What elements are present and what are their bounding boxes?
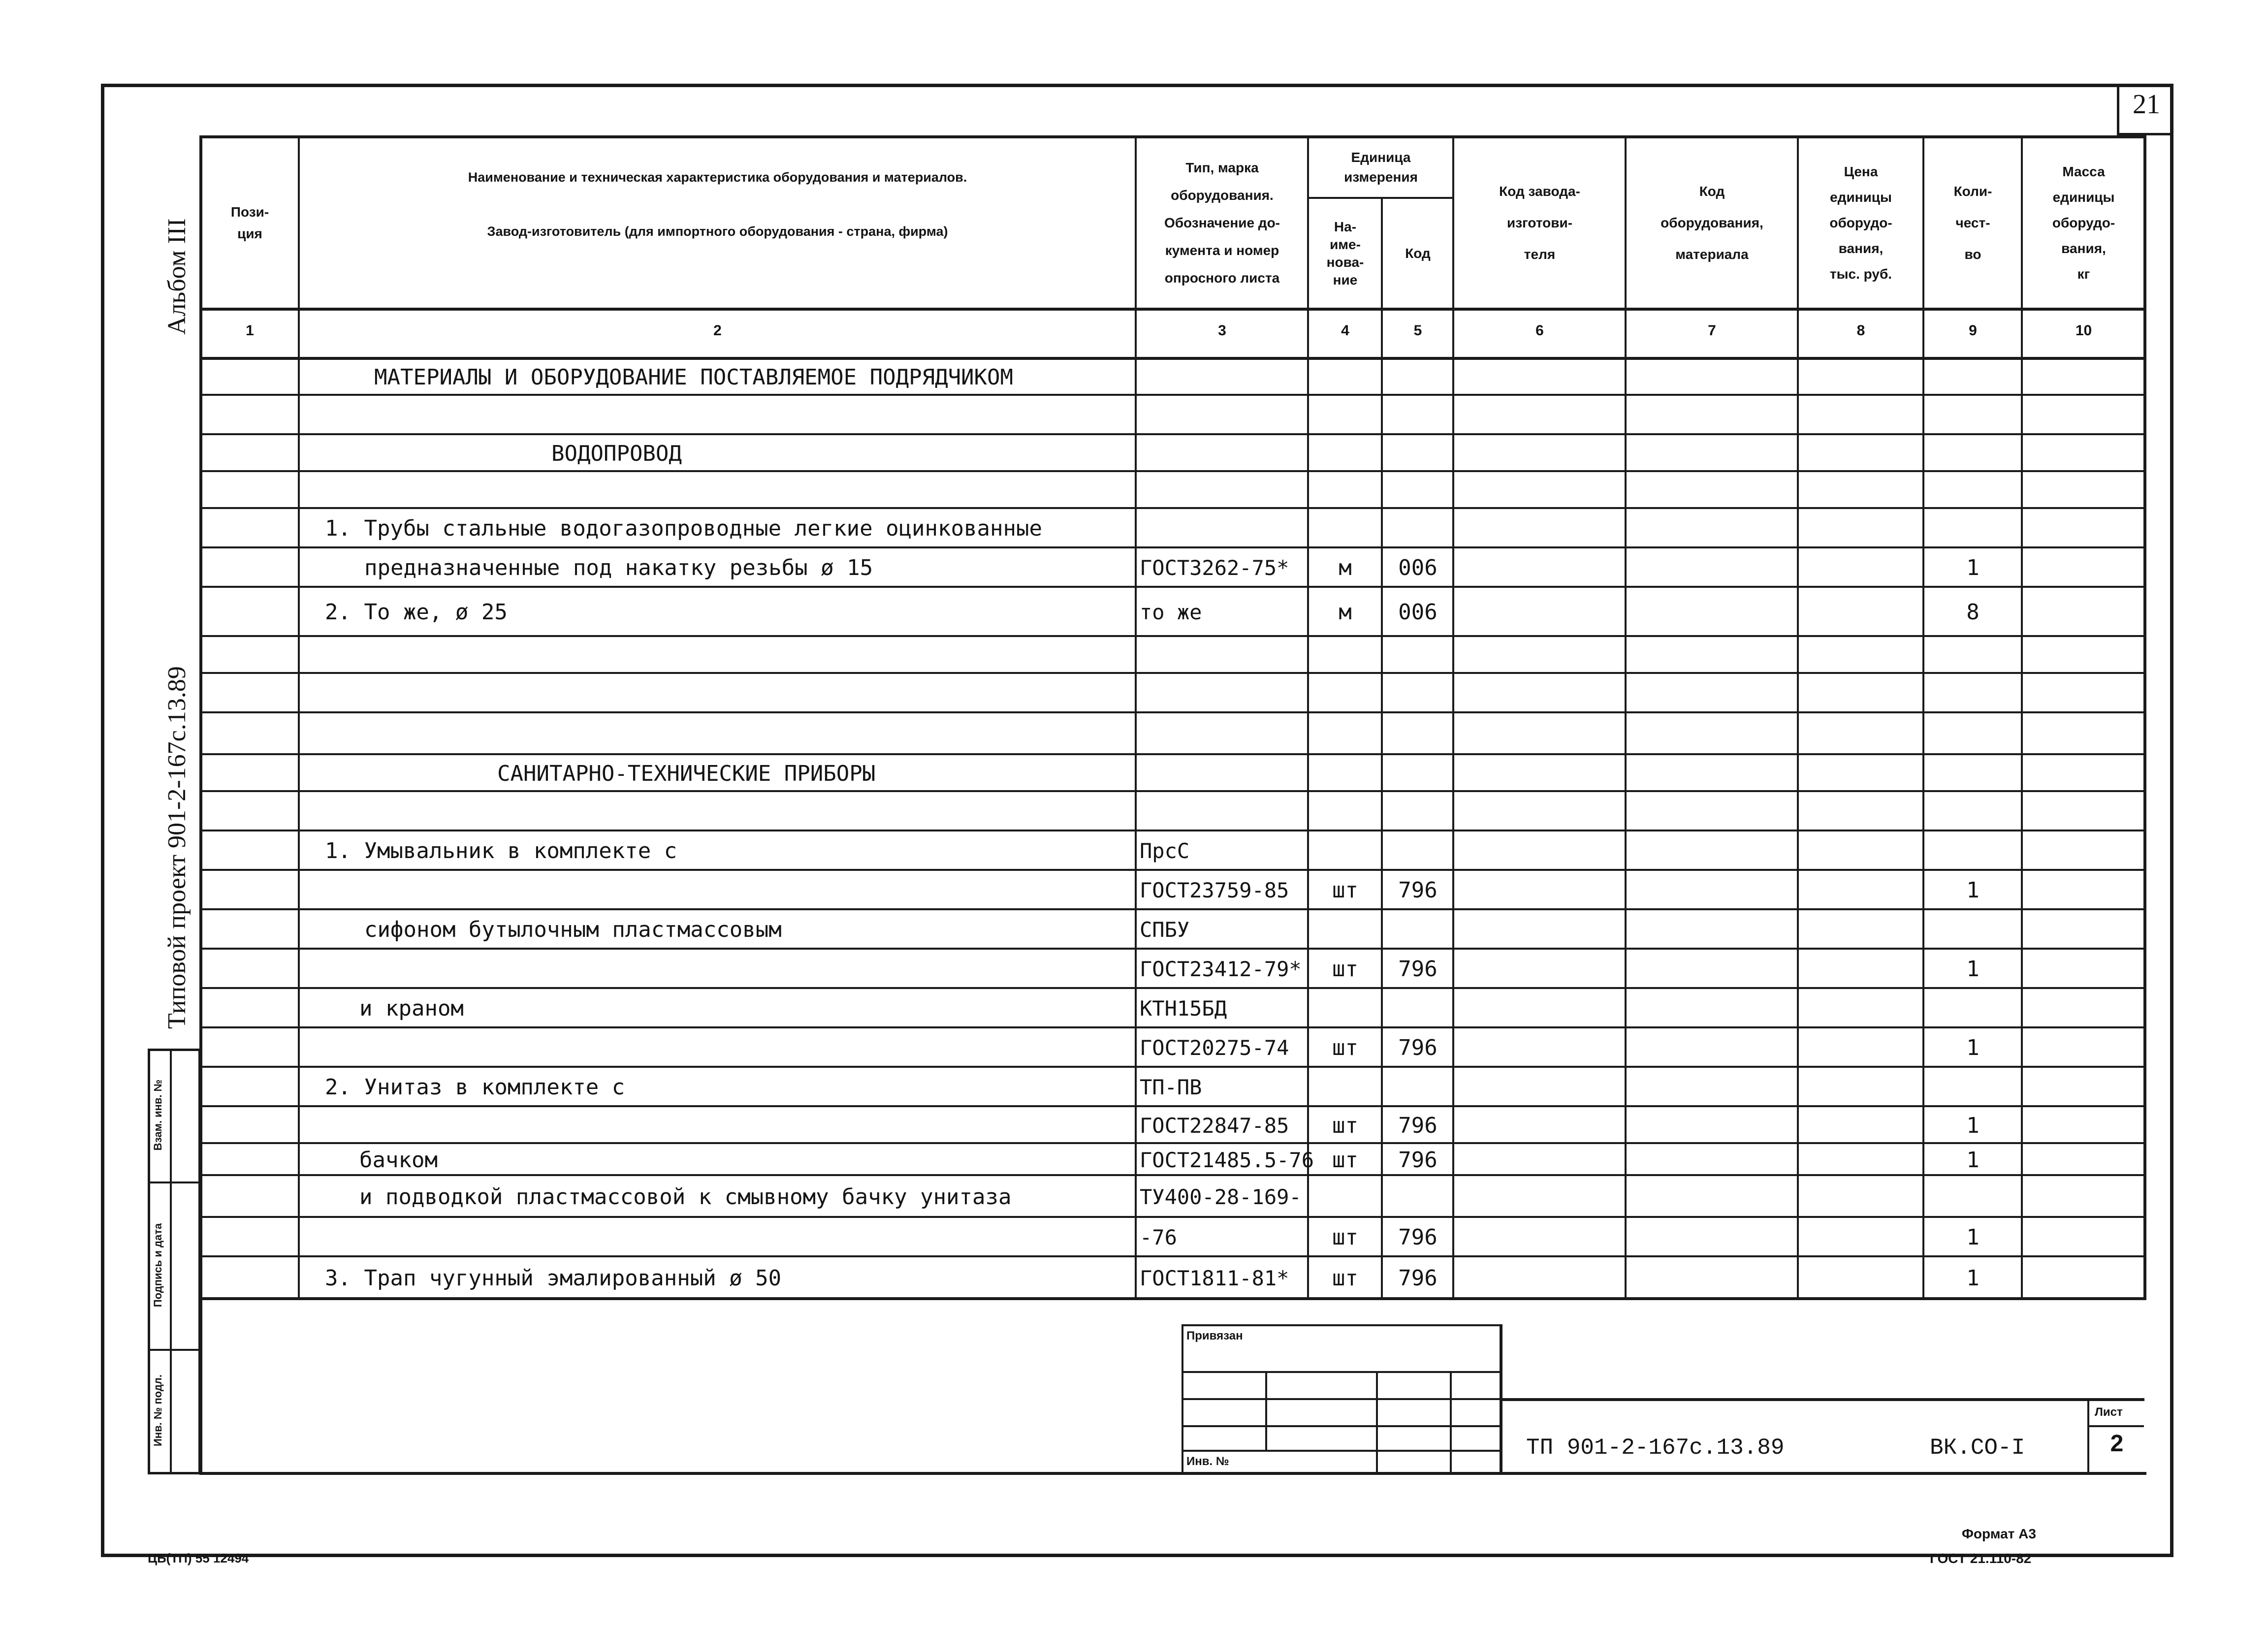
header-unit-mass: Масса единицы оборудо- вания, кг xyxy=(2052,163,2115,282)
row-divider xyxy=(199,394,2146,396)
row-quantity: 1 xyxy=(1966,555,1980,580)
row-divider xyxy=(199,546,2146,548)
row-quantity: 1 xyxy=(1966,1225,1980,1250)
row-name: 1. Трубы стальные водогазопроводные легкие оцинкованные xyxy=(325,516,1042,541)
row-mark: ГОСТ21485.5-76 xyxy=(1140,1148,1314,1172)
stamp-replace-inv: Взам. инв. № xyxy=(152,1079,164,1151)
row-divider xyxy=(199,433,2146,435)
row-divider xyxy=(199,507,2146,509)
row-divider xyxy=(199,1142,2146,1144)
row-unit: шт xyxy=(1332,878,1358,903)
header-unit-name: На- име- нова- ние xyxy=(1326,219,1364,287)
col-num-8: 8 xyxy=(1856,322,1865,339)
row-name: 3. Трап чугунный эмалированный ø 50 xyxy=(325,1265,782,1291)
page-number: 21 xyxy=(2133,89,2160,120)
row-mark: ГОСТ23759-85 xyxy=(1140,878,1289,902)
sheet-label: Лист xyxy=(2095,1405,2123,1419)
header-unit-code: Код xyxy=(1405,246,1431,261)
row-mark: ТП-ПВ xyxy=(1140,1075,1202,1099)
col-num-10: 10 xyxy=(2075,322,2092,339)
row-mark: ГОСТ3262-75* xyxy=(1140,556,1289,580)
row-divider xyxy=(199,672,2146,674)
row-mark: ГОСТ1811-81* xyxy=(1140,1266,1289,1290)
stamp-inv-original: Инв. № подл. xyxy=(152,1374,164,1446)
header-name-line2: Завод-изготовитель (для импортного оборудования - страна, фирма) xyxy=(487,224,948,239)
header-type-mark: Тип, марка оборудования. Обозначение до- кумента и номер опросного листа xyxy=(1164,160,1280,286)
row-quantity: 1 xyxy=(1966,878,1980,903)
col-num-2: 2 xyxy=(713,322,722,339)
row-unit: м xyxy=(1339,600,1352,625)
col-num-3: 3 xyxy=(1218,322,1226,339)
sheet-code: ВК.СО-I xyxy=(1930,1435,2025,1461)
doc-code: ТП 901-2-167с.13.89 xyxy=(1526,1435,1785,1461)
row-name: МАТЕРИАЛЫ И ОБОРУДОВАНИЕ ПОСТАВЛЯЕМОЕ ПОДРЯДЧИКОМ xyxy=(374,364,1014,390)
row-quantity: 1 xyxy=(1966,1035,1980,1060)
row-divider xyxy=(199,635,2146,637)
header-unit-group: Единица измерения xyxy=(1344,150,1418,185)
header-equipment-code: Код оборудования, материала xyxy=(1661,183,1763,262)
col-num-5: 5 xyxy=(1413,322,1422,339)
row-unit: м xyxy=(1339,555,1352,580)
row-unit: шт xyxy=(1332,1113,1358,1138)
row-divider xyxy=(199,753,2146,755)
row-quantity: 1 xyxy=(1966,1113,1980,1138)
row-quantity: 1 xyxy=(1966,957,1980,982)
stamp-attached-label: Привязан xyxy=(1186,1329,1243,1342)
row-divider xyxy=(199,948,2146,950)
row-name: 1. Умывальник в комплекте с xyxy=(325,838,677,863)
footer-gost: ГОСТ 21.110-82 xyxy=(1930,1551,2032,1566)
row-mark: ПрсС xyxy=(1140,839,1190,863)
footer-left-code: ЦБ(ТП) 55 12494 xyxy=(148,1551,249,1565)
row-name: САНИТАРНО-ТЕХНИЧЕСКИЕ ПРИБОРЫ xyxy=(497,761,876,786)
row-name: и подводкой пластмассовой к смывному бачку унитаза xyxy=(359,1184,1012,1210)
row-unit: шт xyxy=(1332,1225,1358,1250)
col-num-4: 4 xyxy=(1341,322,1349,339)
row-unit-code: 006 xyxy=(1398,600,1437,625)
header-manufacturer-code: Код завода- изготови- теля xyxy=(1499,183,1580,262)
row-name: и краном xyxy=(359,996,464,1021)
row-quantity: 8 xyxy=(1966,600,1980,625)
row-divider xyxy=(199,1216,2146,1218)
project-label: Типовой проект 901-2-167с.13.89 xyxy=(163,666,191,1029)
row-name: 2. То же, ø 25 xyxy=(325,600,508,625)
row-unit-code: 796 xyxy=(1398,878,1437,903)
header-position: Пози- ция xyxy=(230,204,269,241)
row-mark: то же xyxy=(1140,600,1202,624)
header-name-line1: Наименование и техническая характеристика оборудования и материалов. xyxy=(468,170,967,185)
row-unit: шт xyxy=(1332,1035,1358,1060)
row-mark: ТУ400-28-169- xyxy=(1140,1184,1302,1209)
footer-format: Формат А3 xyxy=(1962,1526,2036,1541)
col-num-9: 9 xyxy=(1969,322,1977,339)
row-unit-code: 796 xyxy=(1398,1147,1437,1173)
row-divider xyxy=(199,1026,2146,1028)
col-num-7: 7 xyxy=(1708,322,1716,339)
col-num-6: 6 xyxy=(1535,322,1544,339)
row-quantity: 1 xyxy=(1966,1147,1980,1173)
row-name: бачком xyxy=(359,1147,438,1173)
stamp-sign-date: Подпись и дата xyxy=(152,1223,164,1308)
row-divider xyxy=(199,711,2146,713)
header-unit-price: Цена единицы оборудо- вания, тыс. руб. xyxy=(1829,163,1892,282)
row-name: сифоном бутылочным пластмассовым xyxy=(364,917,782,942)
sheet-number: 2 xyxy=(2110,1431,2124,1457)
row-unit-code: 796 xyxy=(1398,1035,1437,1060)
row-mark: КТН15БД xyxy=(1140,996,1227,1021)
row-mark: ГОСТ22847-85 xyxy=(1140,1113,1289,1138)
row-divider xyxy=(199,987,2146,989)
row-divider xyxy=(199,586,2146,588)
col-num-1: 1 xyxy=(246,322,254,339)
row-unit-code: 796 xyxy=(1398,957,1437,982)
row-divider xyxy=(199,1105,2146,1107)
album-label: Альбом III xyxy=(163,218,191,335)
row-unit-code: 796 xyxy=(1398,1265,1437,1291)
row-unit-code: 006 xyxy=(1398,555,1437,580)
row-divider xyxy=(199,1174,2146,1176)
row-divider xyxy=(199,869,2146,871)
row-unit: шт xyxy=(1332,957,1358,982)
row-divider xyxy=(199,790,2146,792)
row-unit: шт xyxy=(1332,1265,1358,1291)
row-quantity: 1 xyxy=(1966,1265,1980,1291)
row-divider xyxy=(199,830,2146,831)
row-name: ВОДОПРОВОД xyxy=(551,441,682,466)
header-quantity: Коли- чест- во xyxy=(1953,183,1992,262)
row-name: 2. Унитаз в комплекте с xyxy=(325,1075,625,1100)
row-unit-code: 796 xyxy=(1398,1225,1437,1250)
row-divider xyxy=(199,908,2146,910)
row-divider xyxy=(199,1255,2146,1257)
row-unit: шт xyxy=(1332,1147,1358,1173)
row-mark: -76 xyxy=(1140,1225,1177,1249)
row-mark: СПБУ xyxy=(1140,918,1190,942)
row-mark: ГОСТ23412-79* xyxy=(1140,957,1302,981)
row-divider xyxy=(199,1066,2146,1068)
row-name: предназначенные под накатку резьбы ø 15 xyxy=(364,555,873,580)
row-mark: ГОСТ20275-74 xyxy=(1140,1036,1289,1060)
stamp-inv-label: Инв. № xyxy=(1186,1455,1229,1468)
row-unit-code: 796 xyxy=(1398,1113,1437,1138)
row-divider xyxy=(199,470,2146,472)
